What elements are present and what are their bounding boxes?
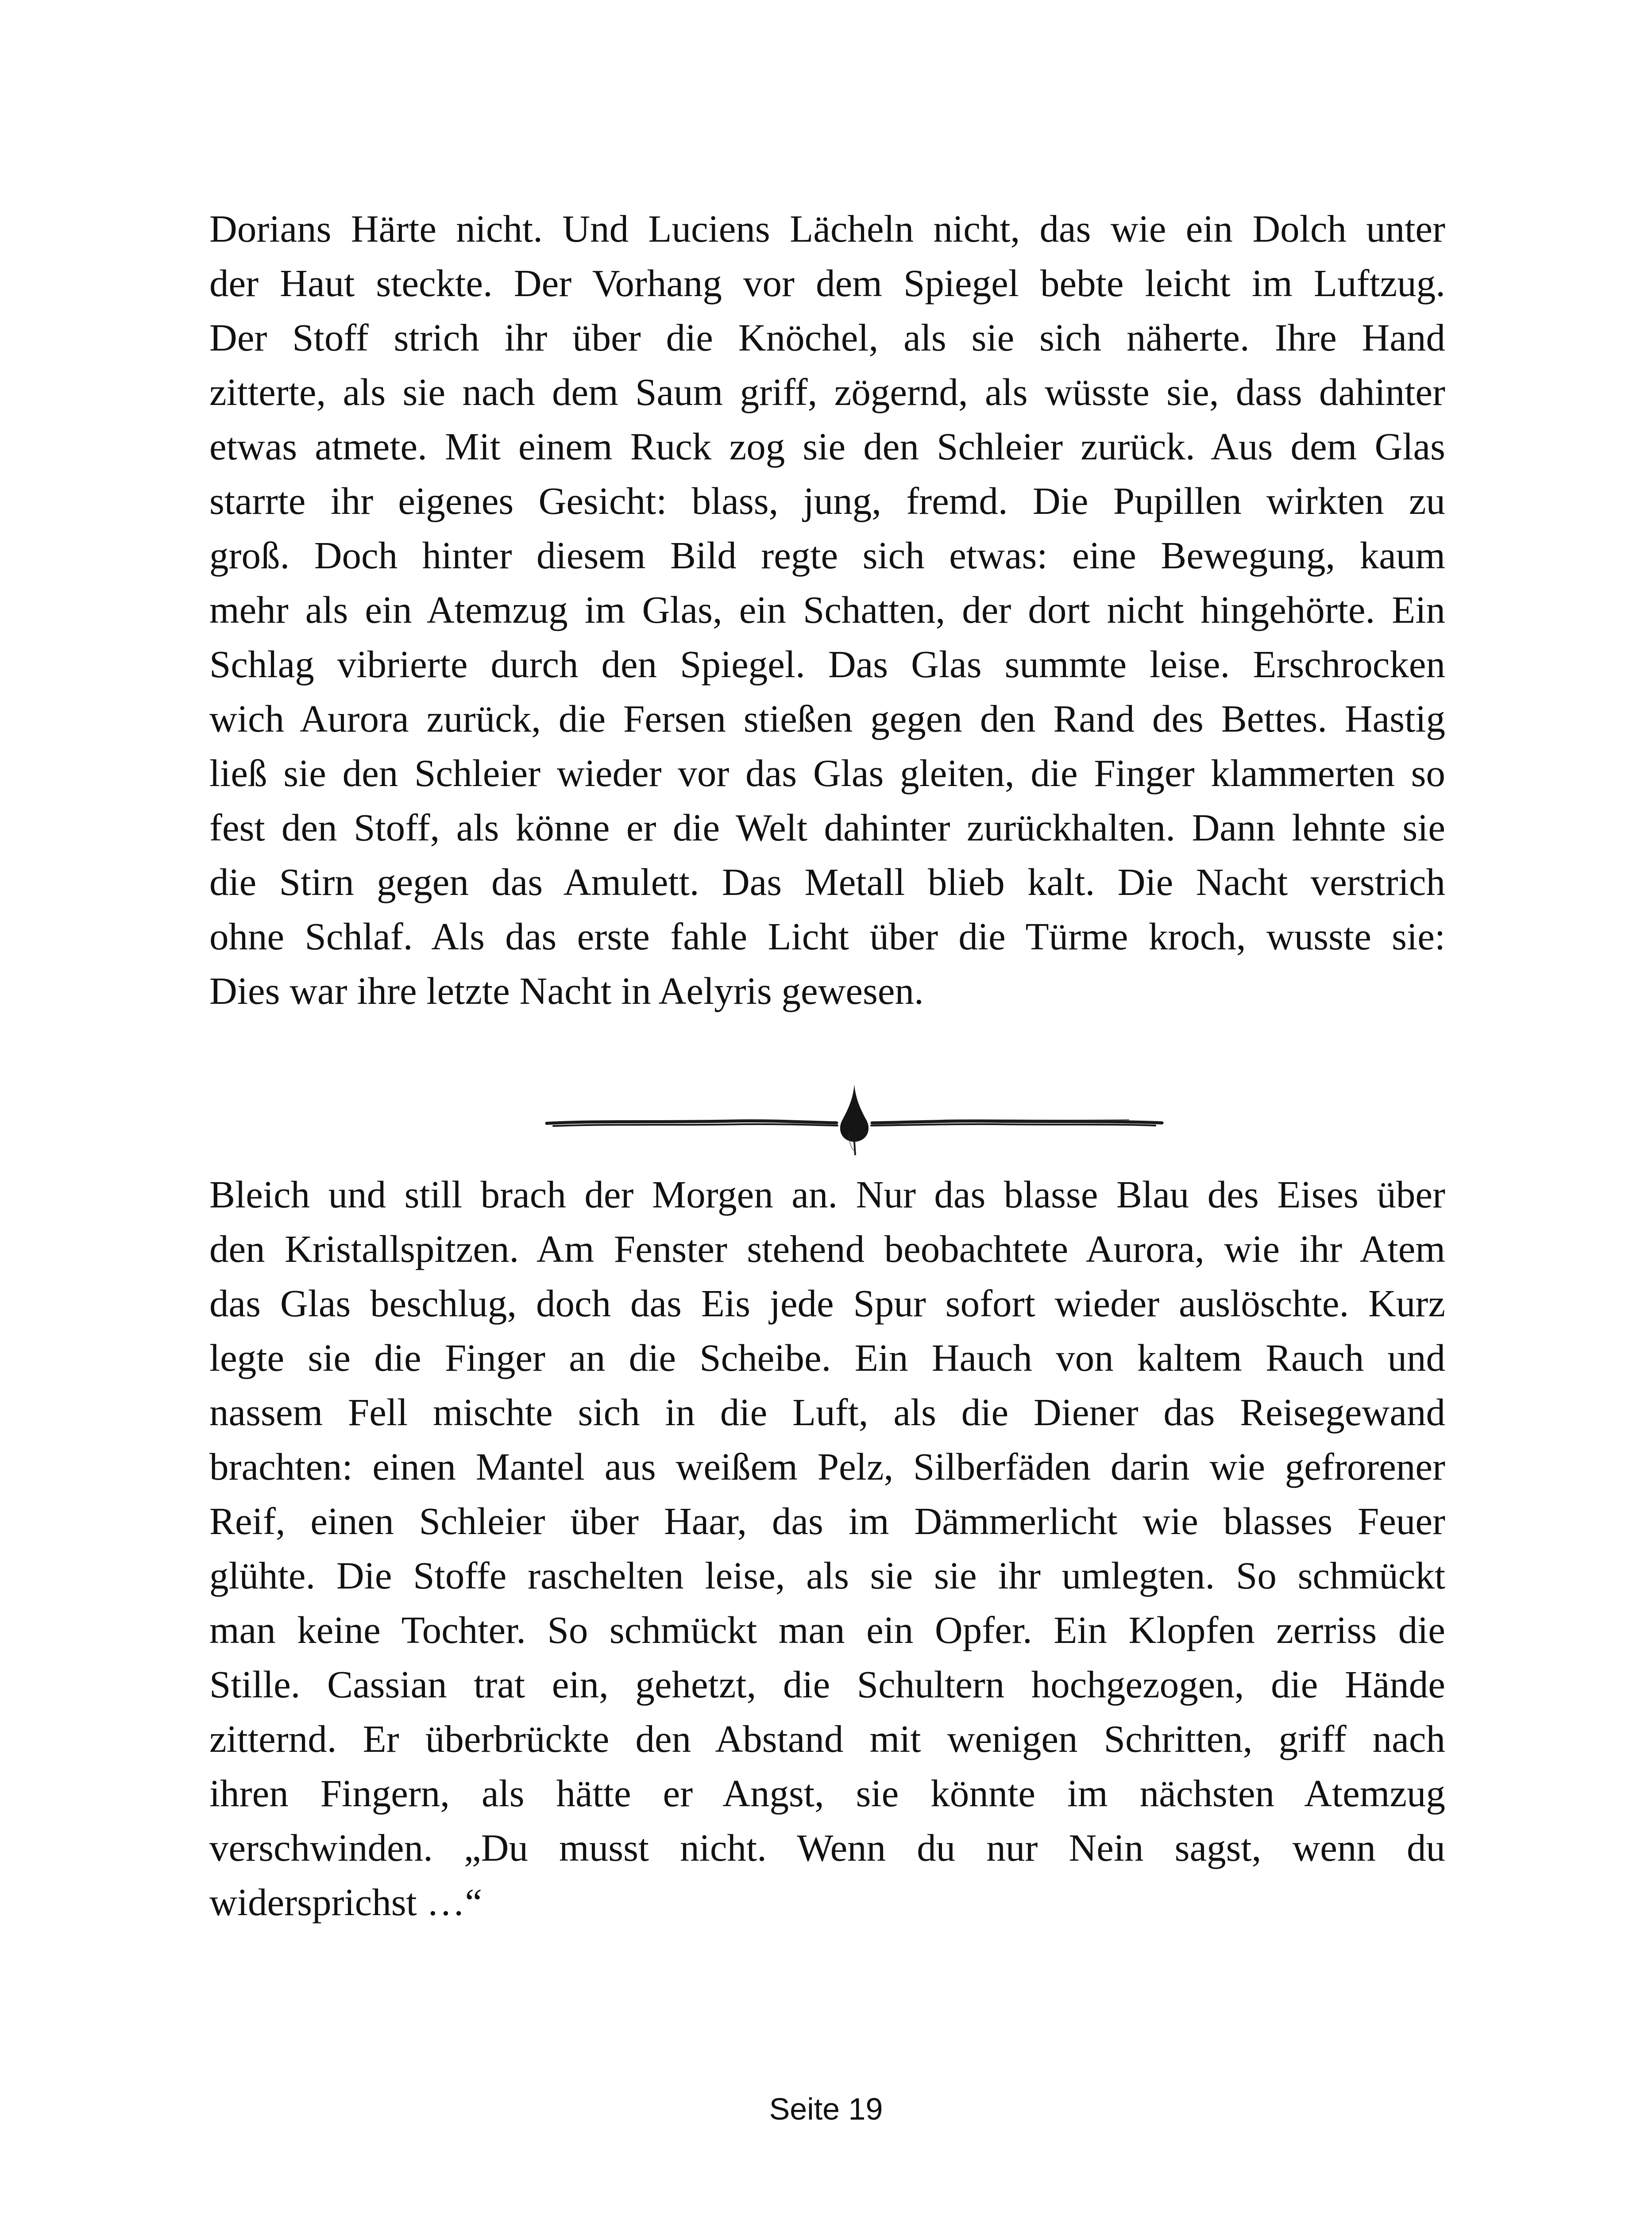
text-line: den Kristallspitzen. Am Fenster stehend beobachtete Aurora, wie ihr Atem <box>209 1227 1445 1270</box>
text-line: zitternd. Er überbrückte den Abstand mit wenigen Schritten, griff nach <box>209 1717 1445 1760</box>
text-line: etwas atmete. Mit einem Ruck zog sie den Schleier zurück. Aus dem Glas <box>209 425 1445 468</box>
text-line: glühte. Die Stoffe raschelten leise, als sie sie ihr umlegten. So schmückt <box>209 1554 1445 1597</box>
text-line: zitterte, als sie nach dem Saum griff, zögernd, als wüsste sie, dass dahinter <box>209 370 1445 413</box>
text-line: Schlag vibrierte durch den Spiegel. Das Glas summte leise. Erschrocken <box>209 643 1445 686</box>
text-line: nassem Fell mischte sich in die Luft, als die Diener das Reisegewand <box>209 1391 1445 1434</box>
text-line: Reif, einen Schleier über Haar, das im Dämmerlicht wie blasses Feuer <box>209 1500 1445 1542</box>
text-line: Stille. Cassian trat ein, gehetzt, die Schultern hochgezogen, die Hände <box>209 1663 1445 1706</box>
text-line: Bleich und still brach der Morgen an. Nur das blasse Blau des Eises über <box>209 1173 1445 1216</box>
text-line: wich Aurora zurück, die Fersen stießen gegen den Rand des Bettes. Hastig <box>209 697 1445 740</box>
text-line: verschwinden. „Du musst nicht. Wenn du nur Nein sagst, wenn du <box>209 1826 1445 1869</box>
text-line: starrte ihr eigenes Gesicht: blass, jung, fremd. Die Pupillen wirkten zu <box>209 479 1445 522</box>
text-line: Dorians Härte nicht. Und Luciens Lächeln nicht, das wie ein Dolch unter <box>209 207 1445 250</box>
text-line: widersprichst …“ <box>209 1881 482 1924</box>
text-line: das Glas beschlug, doch das Eis jede Spur sofort wieder auslöschte. Kurz <box>209 1282 1445 1325</box>
text-line: Dies war ihre letzte Nacht in Aelyris gewesen. <box>209 969 924 1012</box>
paragraph-1 <box>209 201 1445 1018</box>
page-number: Seite 19 <box>769 2092 883 2126</box>
text-line: ließ sie den Schleier wieder vor das Glas gleiten, die Finger klammerten so <box>209 752 1445 794</box>
paragraph-2 <box>209 1167 1445 1929</box>
text-line: groß. Doch hinter diesem Bild regte sich etwas: eine Bewegung, kaum <box>209 534 1445 577</box>
text-line: mehr als ein Atemzug im Glas, ein Schatten, der dort nicht hingehörte. Ein <box>209 588 1445 631</box>
text-line: fest den Stoff, als könne er die Welt dahinter zurückhalten. Dann lehnte sie <box>209 806 1445 849</box>
text-line: man keine Tochter. So schmückt man ein Opfer. Ein Klopfen zerriss die <box>209 1608 1445 1651</box>
text-line: brachten: einen Mantel aus weißem Pelz, Silberfäden darin wie gefrorener <box>209 1445 1445 1488</box>
text-line: ihren Fingern, als hätte er Angst, sie könnte im nächsten Atemzug <box>209 1772 1445 1815</box>
text-line: legte sie die Finger an die Scheibe. Ein Hauch von kaltem Rauch und <box>209 1336 1445 1379</box>
text-line: Der Stoff strich ihr über die Knöchel, als sie sich näherte. Ihre Hand <box>209 316 1445 359</box>
ink-drop-divider-icon <box>544 1080 1164 1160</box>
text-line: die Stirn gegen das Amulett. Das Metall blieb kalt. Die Nacht verstrich <box>209 860 1445 903</box>
text-line: der Haut steckte. Der Vorhang vor dem Spiegel bebte leicht im Luftzug. <box>209 262 1445 305</box>
text-line: ohne Schlaf. Als das erste fahle Licht über die Türme kroch, wusste sie: <box>209 915 1445 958</box>
